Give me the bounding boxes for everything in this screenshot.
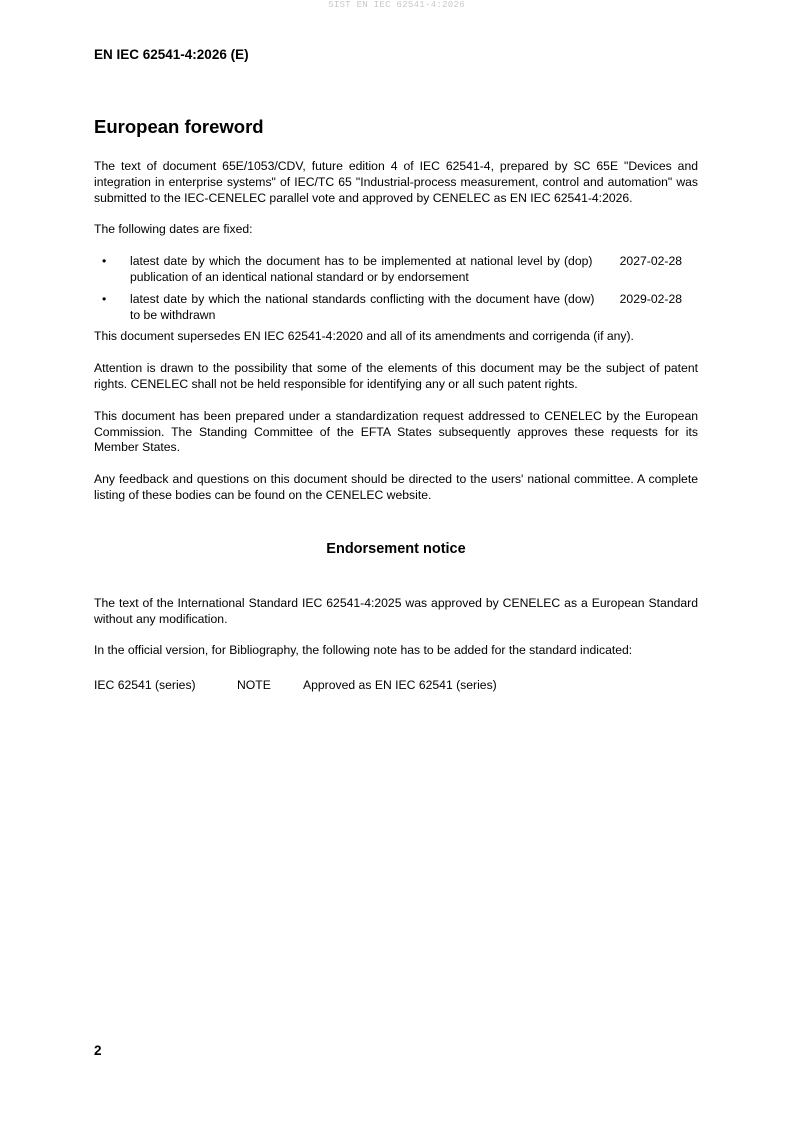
bibliography-note-row <box>94 678 698 694</box>
watermark: SIST EN IEC 62541-4:2026 <box>328 0 465 10</box>
date-code: (dop) <box>564 254 593 269</box>
date-row-dow <box>94 292 698 324</box>
date-code: (dow) <box>564 291 595 306</box>
note-text: Approved as EN IEC 62541 (series) <box>303 678 497 693</box>
mandate-paragraph: This document has been prepared under a standardization request addressed to CENELEC by the European Commission. The Standing Committee of the EFTA States subsequently approves these requests for its Member States. <box>94 408 698 455</box>
supersedes-paragraph: This document supersedes EN IEC 62541-4:2020 and all of its amendments and corrigenda (if any). <box>94 329 634 344</box>
bullet-icon: • <box>102 291 107 306</box>
document-body <box>94 116 698 694</box>
date-row-dop <box>94 254 698 286</box>
date-value: 2029-02-28 <box>619 291 682 306</box>
official-version-paragraph: In the official version, for Bibliography, the following note has to be added for the standard indicated: <box>94 643 633 658</box>
patent-paragraph: Attention is drawn to the possibility that some of the elements of this document may be the subject of patent rights. CENELEC shall not be held responsible for identifying any or all such patent rights. <box>94 361 698 391</box>
foreword-intro-paragraph: The text of document 65E/1053/CDV, future edition 4 of IEC 62541-4, prepared by SC 65E "Devices and integration in enterprise systems" of IEC/TC 65 "Industrial-process measurement, control and automation" was submitted to the IEC-CENELEC parallel vote and approved by CENELEC as EN IEC 62541-4:2026. <box>94 159 698 205</box>
endorsement-paragraph: The text of the International Standard IEC 62541-4:2025 was approved by CENELEC as a European Standard without any modification. <box>94 595 698 626</box>
european-foreword-title: European foreword <box>94 116 264 137</box>
note-reference: IEC 62541 (series) <box>94 678 196 693</box>
bullet-icon: • <box>102 254 107 269</box>
dates-intro-paragraph: The following dates are fixed: <box>94 222 253 237</box>
date-description: latest date by which the document has to be implemented at national level by publication of an identical national standard or by endorsement <box>130 254 560 284</box>
feedback-paragraph: Any feedback and questions on this document should be directed to the users' national committee. A complete listing of these bodies can be found on the CENELEC website. <box>94 472 698 502</box>
page-number: 2 <box>94 1043 102 1058</box>
note-label: NOTE <box>237 678 271 693</box>
dates-list <box>94 254 698 323</box>
document-id-header: EN IEC 62541-4:2026 (E) <box>94 47 249 62</box>
date-description: latest date by which the national standards conflicting with the document have to be withdrawn <box>130 291 560 322</box>
endorsement-notice-title: Endorsement notice <box>326 540 466 557</box>
date-value: 2027-02-28 <box>619 254 682 269</box>
